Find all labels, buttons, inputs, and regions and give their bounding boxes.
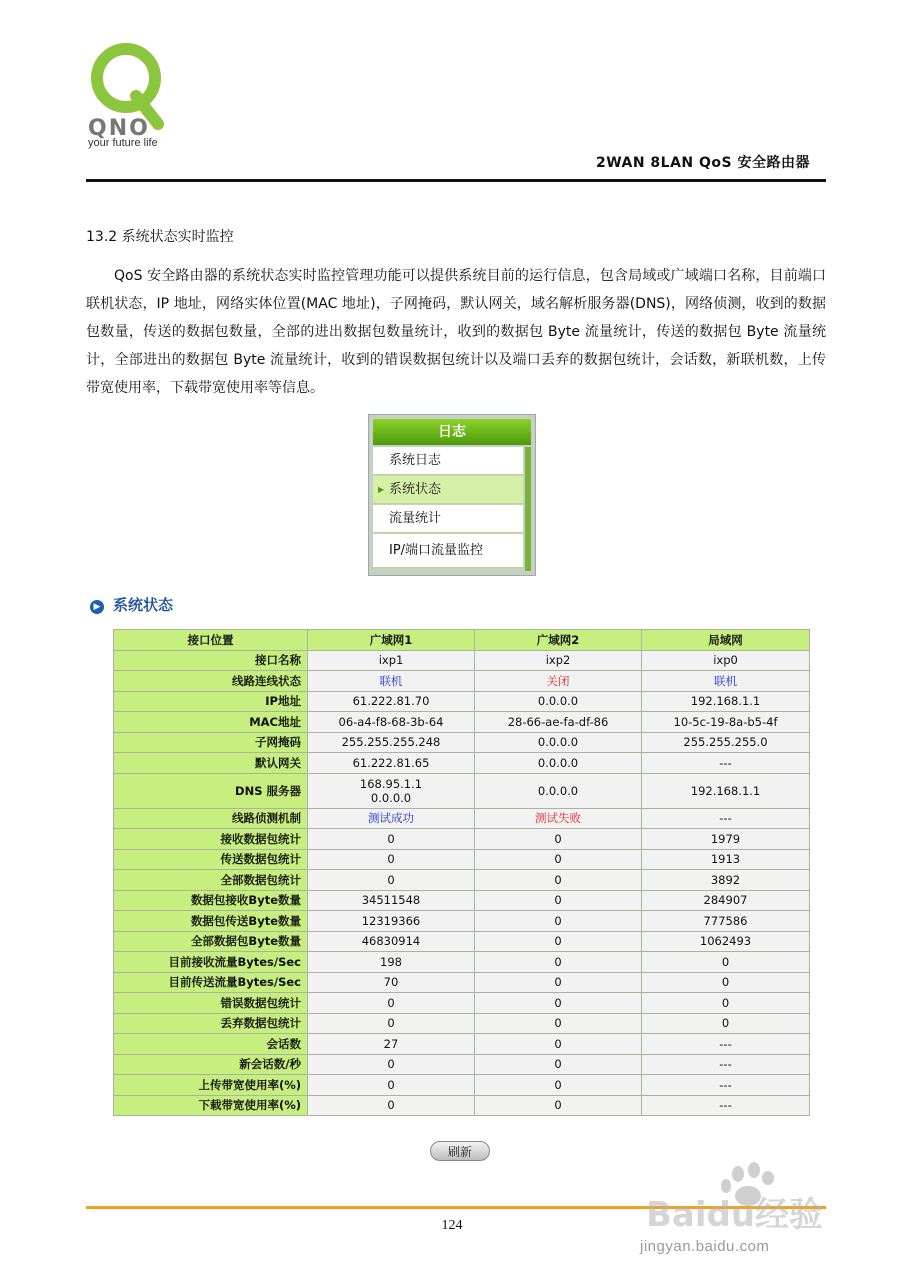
table-cell	[308, 650, 475, 671]
cell-value: ---	[719, 1098, 732, 1113]
row-label: 目前传送流量Bytes/Sec	[114, 972, 308, 993]
cell-value: 0	[721, 995, 730, 1010]
table-cell	[642, 931, 810, 952]
table-cell	[475, 849, 642, 870]
cell-value: 测试成功	[368, 811, 414, 826]
table-cell	[308, 712, 475, 733]
menu-item-label: 系统日志	[389, 453, 442, 468]
cell-value: 198	[380, 954, 402, 969]
cell-value: 61.222.81.65	[352, 755, 430, 770]
menu-scrollbar[interactable]	[525, 447, 531, 571]
table-cell	[475, 911, 642, 932]
table-cell	[642, 671, 810, 692]
cell-value: 0	[387, 872, 395, 887]
table-row	[114, 993, 810, 1014]
table-cell	[475, 870, 642, 891]
row-label: 下载带宽使用率(%)	[114, 1095, 308, 1116]
menu-item-label: IP/端口流量监控	[389, 543, 484, 558]
column-header: 接口位置	[114, 630, 308, 651]
log-menu	[368, 414, 536, 576]
table-cell	[642, 712, 810, 733]
table-cell	[642, 753, 810, 774]
row-label: 目前接收流量Bytes/Sec	[114, 952, 308, 973]
table-cell	[642, 1013, 810, 1034]
row-label: 数据包传送Byte数量	[114, 911, 308, 932]
cell-value: 0	[554, 852, 562, 867]
system-status-heading	[90, 594, 173, 616]
cell-value: 0.0.0.0	[537, 783, 579, 798]
cell-value: 1979	[710, 831, 741, 846]
table-row	[114, 650, 810, 671]
row-label: 默认网关	[114, 753, 308, 774]
section-heading: 13.2 系统状态实时监控	[86, 229, 234, 245]
table-cell	[642, 972, 810, 993]
cell-value: 0	[554, 1098, 562, 1113]
table-cell	[308, 732, 475, 753]
table-cell	[308, 911, 475, 932]
cell-value: 0	[387, 1098, 395, 1113]
cell-value: 61.222.81.70	[352, 694, 430, 709]
cell-value: 70	[383, 975, 399, 990]
cell-value: 255.255.255.0	[683, 735, 768, 750]
row-label: 错误数据包统计	[114, 993, 308, 1014]
table-cell	[308, 870, 475, 891]
table-cell	[642, 808, 810, 829]
table-row	[114, 808, 810, 829]
table-cell	[475, 1013, 642, 1034]
table-cell	[475, 650, 642, 671]
table-row	[114, 753, 810, 774]
table-cell	[475, 671, 642, 692]
table-row	[114, 1013, 810, 1034]
cell-value: 0	[554, 995, 562, 1010]
cell-value: 1062493	[699, 934, 752, 949]
cell-value: 284907	[703, 893, 748, 908]
cell-value: 12319366	[361, 913, 421, 928]
table-row	[114, 671, 810, 692]
table-cell	[308, 1013, 475, 1034]
row-label: 线路连线状态	[114, 671, 308, 692]
cell-value: 0	[554, 831, 562, 846]
svg-text:QNO: QNO	[88, 116, 150, 141]
cell-value: 0	[554, 893, 562, 908]
table-cell	[475, 993, 642, 1014]
table-cell	[308, 1034, 475, 1055]
cell-value: ---	[719, 1036, 732, 1051]
cell-value: 0	[554, 1057, 562, 1072]
table-row	[114, 773, 810, 808]
cell-value: 168.95.1.1	[359, 776, 423, 791]
cell-value: 0	[721, 954, 730, 969]
cell-value: 0	[554, 975, 562, 990]
table-body	[114, 650, 810, 1116]
cell-value: 联机	[379, 673, 403, 688]
cell-value: 0	[554, 1036, 562, 1051]
cell-value: 255.255.255.248	[341, 735, 441, 750]
table-cell	[475, 732, 642, 753]
table-cell	[642, 911, 810, 932]
row-label: 全部数据包统计	[114, 870, 308, 891]
table-cell	[308, 972, 475, 993]
cell-value: 0.0.0.0	[537, 735, 579, 750]
column-header: 局域网	[642, 630, 810, 651]
table-cell	[642, 1075, 810, 1096]
cell-value: 测试失败	[535, 811, 581, 826]
table-row	[114, 931, 810, 952]
table-cell	[475, 808, 642, 829]
table-cell	[308, 671, 475, 692]
menu-item-system-status[interactable]	[373, 476, 523, 504]
watermark-url: jingyan.baidu.com	[640, 1238, 770, 1255]
table-row	[114, 890, 810, 911]
menu-item-traffic-stats[interactable]	[373, 505, 523, 533]
table-cell	[308, 691, 475, 712]
menu-item-ip-port-monitor[interactable]	[373, 534, 523, 568]
table-row	[114, 911, 810, 932]
system-status-title: 系统状态	[113, 596, 174, 614]
row-label: 传送数据包统计	[114, 849, 308, 870]
table-cell	[642, 1095, 810, 1116]
table-cell	[308, 753, 475, 774]
row-label: IP地址	[114, 691, 308, 712]
table-cell	[642, 650, 810, 671]
table-cell	[642, 691, 810, 712]
logo-tagline: your future life	[88, 137, 158, 149]
triangle-right-icon: ▶	[378, 485, 385, 494]
menu-item-label: 流量统计	[389, 511, 442, 526]
table-cell	[475, 890, 642, 911]
table-cell	[475, 712, 642, 733]
cell-value: 0	[554, 1016, 562, 1031]
table-cell	[475, 1095, 642, 1116]
table-cell	[475, 773, 642, 808]
cell-value: 46830914	[361, 934, 421, 949]
refresh-button[interactable]: 刷新	[430, 1141, 490, 1161]
cell-value: 0	[554, 913, 562, 928]
table-row	[114, 849, 810, 870]
header-divider	[86, 179, 826, 182]
row-label: 数据包接收Byte数量	[114, 890, 308, 911]
column-header: 广域网1	[308, 630, 475, 651]
table-cell	[308, 1075, 475, 1096]
table-cell	[308, 1095, 475, 1116]
system-status-table	[113, 629, 810, 1116]
table-cell	[642, 870, 810, 891]
cell-value: 10-5c-19-8a-b5-4f	[673, 714, 778, 729]
table-row	[114, 1075, 810, 1096]
cell-value: 0	[387, 831, 395, 846]
cell-value: 192.168.1.1	[690, 694, 761, 709]
cell-value: 0	[387, 852, 395, 867]
cell-value: 1913	[710, 852, 741, 867]
table-cell	[475, 1034, 642, 1055]
table-cell	[475, 931, 642, 952]
row-label: MAC地址	[114, 712, 308, 733]
cell-value: ---	[719, 1077, 732, 1092]
menu-title: 日志	[373, 419, 531, 445]
row-label: 子网掩码	[114, 732, 308, 753]
table-cell	[308, 993, 475, 1014]
cell-value: 34511548	[361, 893, 421, 908]
page-number: 124	[441, 1218, 463, 1233]
table-row	[114, 712, 810, 733]
table-cell	[475, 753, 642, 774]
row-label: 接口名称	[114, 650, 308, 671]
table-cell	[475, 1054, 642, 1075]
table-cell	[475, 1075, 642, 1096]
table-row	[114, 829, 810, 850]
table-row	[114, 1054, 810, 1075]
cell-value: 0	[554, 934, 562, 949]
table-cell	[475, 972, 642, 993]
row-label: 会话数	[114, 1034, 308, 1055]
table-header-row	[114, 630, 810, 651]
table-cell	[475, 691, 642, 712]
table-cell	[308, 773, 475, 808]
row-label: 新会话数/秒	[114, 1054, 308, 1075]
cell-value: ixp1	[378, 653, 404, 668]
cell-value: 0.0.0.0	[537, 694, 579, 709]
cell-value: ixp2	[545, 653, 571, 668]
table-cell	[308, 1054, 475, 1075]
row-label: 丢弃数据包统计	[114, 1013, 308, 1034]
baidu-watermark	[644, 1160, 854, 1242]
row-label: 接收数据包统计	[114, 829, 308, 850]
table-row	[114, 732, 810, 753]
cell-value: 0	[387, 995, 395, 1010]
table-cell	[475, 952, 642, 973]
table-cell	[475, 829, 642, 850]
table-row	[114, 870, 810, 891]
cell-value: 0.0.0.0	[537, 755, 579, 770]
cell-value: 192.168.1.1	[690, 783, 761, 798]
table-row	[114, 952, 810, 973]
cell-value: 关闭	[546, 673, 570, 688]
qno-logo	[88, 40, 183, 150]
table-row	[114, 691, 810, 712]
table-cell	[308, 849, 475, 870]
cell-value: ---	[719, 755, 732, 770]
table-cell	[308, 808, 475, 829]
menu-item-label: 系统状态	[389, 482, 442, 497]
cell-value: 777586	[703, 913, 748, 928]
cell-value: 0	[387, 1016, 395, 1031]
cell-value: ixp0	[713, 653, 738, 668]
cell-value: 0	[387, 1077, 395, 1092]
row-label: 线路侦测机制	[114, 808, 308, 829]
circle-arrow-icon: ▶	[90, 600, 104, 614]
table-cell	[642, 952, 810, 973]
table-cell	[642, 849, 810, 870]
intro-paragraph	[86, 262, 826, 402]
cell-value: 0	[554, 954, 562, 969]
cell-value: 0	[721, 975, 730, 990]
table-cell	[308, 931, 475, 952]
document-title: 2WAN 8LAN QoS 安全路由器	[595, 155, 810, 171]
table-cell	[308, 829, 475, 850]
table-cell	[642, 993, 810, 1014]
row-label: DNS 服务器	[114, 773, 308, 808]
table-cell	[642, 890, 810, 911]
table-row	[114, 1034, 810, 1055]
cell-value: 06-a4-f8-68-3b-64	[338, 714, 444, 729]
column-header: 广域网2	[475, 630, 642, 651]
row-label: 上传带宽使用率(%)	[114, 1075, 308, 1096]
cell-value-line2: 0.0.0.0	[370, 790, 412, 805]
table-cell	[642, 1054, 810, 1075]
svg-text:Baidu经验: Baidu经验	[646, 1195, 824, 1235]
cell-value: 0	[554, 872, 562, 887]
intro-paragraph-text: QoS 安全路由器的系统状态实时监控管理功能可以提供系统目前的运行信息，包含局域或广域端口名称，目前端口联机状态，IP 地址，网络实体位置(MAC 地址)，子网掩码，默认网关，域名解析服务器(DNS)，网络侦测，收到的数据包数量，传送的数据包数量，全部的进出数据包数量统计，收到的数据包 Byte 流量统计，传送的数据包 Byte 流量统计，全部进出的数据包 Byte 流量统计，收到的错误数据包统计以及端口丢弃的数据包统计，会话数，新联机数，上传带宽使用率，下载带宽使用率等信息。	[86, 268, 826, 396]
table-cell	[642, 732, 810, 753]
table-cell	[642, 1034, 810, 1055]
table-cell	[642, 773, 810, 808]
table-row	[114, 1095, 810, 1116]
menu-item-system-log[interactable]	[373, 447, 523, 475]
cell-value: 0	[387, 1057, 395, 1072]
table-cell	[642, 829, 810, 850]
cell-value: 0	[721, 1016, 730, 1031]
table-cell	[308, 952, 475, 973]
cell-value: ---	[719, 1057, 732, 1072]
cell-value: ---	[719, 811, 732, 826]
table-cell	[308, 890, 475, 911]
cell-value: 3892	[710, 872, 741, 887]
cell-value: 28-66-ae-fa-df-86	[507, 714, 609, 729]
row-label: 全部数据包Byte数量	[114, 931, 308, 952]
table-row	[114, 972, 810, 993]
cell-value: 联机	[714, 673, 737, 688]
cell-value: 27	[383, 1036, 399, 1051]
cell-value: 0	[554, 1077, 562, 1092]
